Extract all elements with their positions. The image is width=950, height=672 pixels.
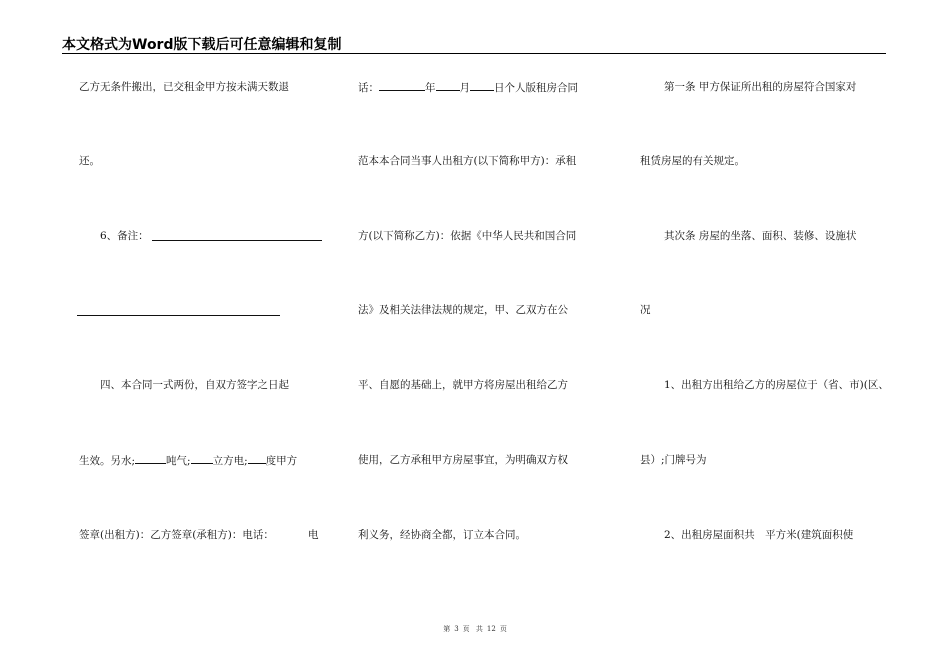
month-label: 月 xyxy=(459,82,470,94)
month-blank xyxy=(436,80,460,91)
phone-label-tail: 话： xyxy=(358,82,379,94)
year-blank xyxy=(379,80,425,91)
remarks-label: 6、备注： xyxy=(100,230,149,242)
day-blank xyxy=(470,80,494,91)
paragraph-line: 租赁房屋的有关规定。 xyxy=(640,155,745,167)
paragraph-line: 平、自愿的基础上，就甲方将房屋出租给乙方 xyxy=(358,379,568,391)
signature-line-tail: 电 xyxy=(308,529,319,541)
total-unit: 页 xyxy=(499,625,507,633)
page-label: 第 xyxy=(443,625,451,633)
paragraph-line: 2、出租房屋面积共 平方米(建筑面积使 xyxy=(664,529,854,541)
utilities-electric-label: 立方电; xyxy=(212,455,248,467)
utilities-gas-label: 吨气; xyxy=(166,455,191,467)
date-line xyxy=(358,80,578,95)
page-unit: 页 xyxy=(462,625,470,633)
signature-party-a-label: 度甲方 xyxy=(265,455,298,467)
paragraph-line: 况 xyxy=(640,304,651,316)
paragraph-line: 法》及相关法律法规的规定，甲、乙双方在公 xyxy=(358,304,568,316)
water-blank xyxy=(135,453,166,464)
paragraph-line: 利义务，经协商全都，订立本合同。 xyxy=(358,529,526,541)
signature-line: 签章(出租方)：乙方签章(承租方)：电话： xyxy=(79,529,274,541)
remarks-blank xyxy=(152,240,322,241)
paragraph-line: 还。 xyxy=(79,155,100,167)
gas-blank xyxy=(191,453,213,464)
paragraph-line: 范本本合同当事人出租方(以下简称甲方)：承租 xyxy=(358,155,577,167)
electric-blank xyxy=(248,453,266,464)
page-number: 3 xyxy=(454,625,459,633)
article-one: 第一条 甲方保证所出租的房屋符合国家对 xyxy=(664,81,857,93)
paragraph-line: 使用，乙方承租甲方房屋事宜，为明确双方权 xyxy=(358,454,568,466)
header-divider xyxy=(62,53,886,54)
remarks-blank-continued xyxy=(77,315,280,316)
total-label: 共 xyxy=(475,625,483,633)
article-two: 其次条 房屋的坐落、面积、装修、设施状 xyxy=(664,230,857,242)
header-title: 本文格式为Word版下载后可任意编辑和复制 xyxy=(62,37,342,53)
utilities-line xyxy=(79,453,297,468)
total-pages: 12 xyxy=(486,625,496,633)
contract-title: 日个人版租房合同 xyxy=(494,82,578,94)
year-label: 年 xyxy=(425,82,436,94)
page-footer xyxy=(0,624,950,634)
paragraph-line: 乙方无条件搬出，已交租金甲方按未满天数退 xyxy=(79,81,289,93)
paragraph-line: 四、本合同一式两份，自双方签字之日起 xyxy=(100,379,289,391)
paragraph-line: 方(以下简称乙方)：依据《中华人民共和国合同 xyxy=(358,230,577,242)
paragraph-line: 1、出租方出租给乙方的房屋位于（省、市)(区、 xyxy=(664,379,889,391)
paragraph-line: 县）;门牌号为 xyxy=(640,454,707,466)
utilities-water-label: 生效。另水; xyxy=(79,455,136,467)
